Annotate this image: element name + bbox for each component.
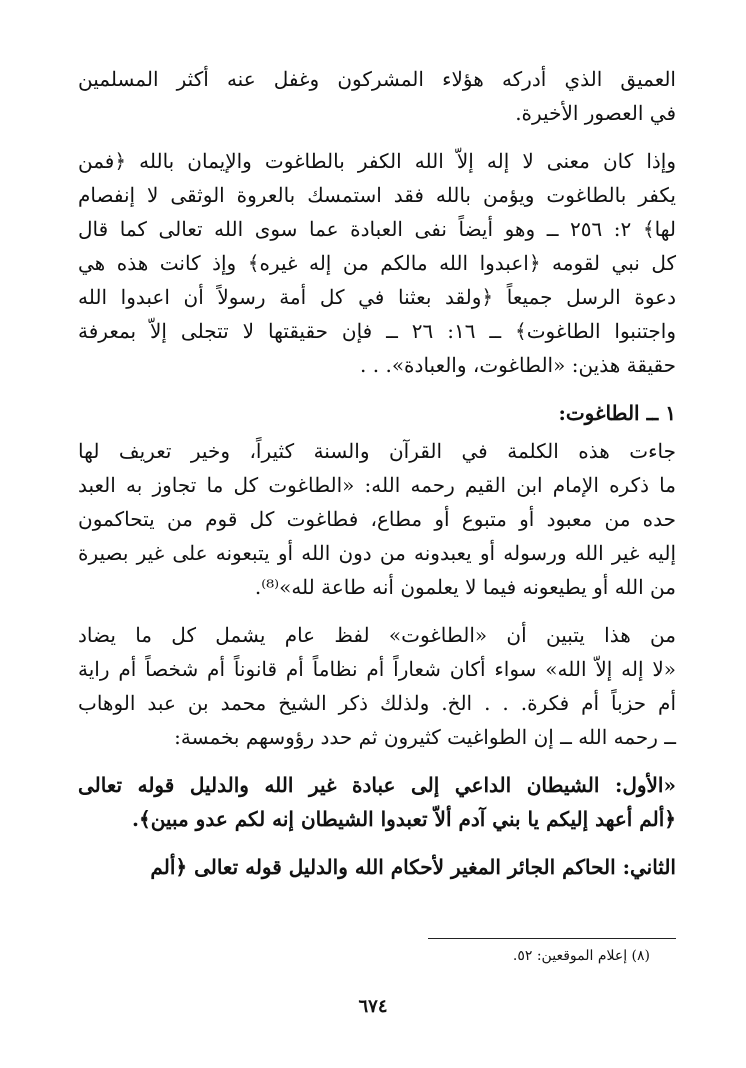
text-line: حده من معبود أو متبوع أو مطاع، فطاغوت كل قوم من يتحاكمون — [78, 507, 676, 531]
paragraph-2 — [78, 144, 676, 382]
text-line: ﴿ألم أعهد إليكم يا بني آدم ألاّ تعبدوا الشيطان إنه لكم عدو مبين﴾. — [132, 807, 676, 831]
paragraph-6 — [78, 850, 676, 884]
paragraph-1 — [78, 62, 676, 130]
text-line: الثاني: الحاكم الجائر المغير لأحكام الله والدليل قوله تعالى ﴿ألم — [150, 855, 676, 879]
footnote-divider — [428, 938, 676, 939]
section-heading — [78, 396, 676, 430]
text-line: العميق الذي أدركه هؤلاء المشركون وغفل عنه أكثر المسلمين — [78, 67, 676, 91]
text-line: أم حزباً أم فكرة. . . الخ. ولذلك ذكر الشيخ محمد بن عبد الوهاب — [78, 691, 676, 715]
text-line: «لا إله إلاّ الله» سواء أكان شعاراً أم نظاماً أم قانوناً أم شخصاً أم راية — [78, 657, 676, 681]
text-line: دعوة الرسل جميعاً ﴿ولقد بعثنا في كل أمة رسولاً أن اعبدوا الله — [78, 285, 676, 309]
text-line: واجتنبوا الطاغوت﴾ ــ ١٦: ٢٦ ــ فإن حقيقتها لا تتجلى إلاّ بمعرفة — [78, 319, 676, 343]
text-line: «الأول: الشيطان الداعي إلى عبادة غير الله والدليل قوله تعالى — [78, 773, 676, 797]
text-line: وإذا كان معنى لا إله إلاّ الله الكفر بالطاغوت والإيمان بالله ﴿فمن — [78, 149, 676, 173]
text-line: جاءت هذه الكلمة في القرآن والسنة كثيراً، وخير تعريف لها — [78, 439, 676, 463]
text-line: إليه غير الله ورسوله أو يعبدونه من دون الله أو يتبعونه على غير بصيرة — [78, 541, 676, 565]
footnote: (٨) إعلام الموقعين: ٥٢. — [512, 948, 650, 964]
text-line: من الله أو يطيعونه فيما لا يعلمون أنه طاعة لله»⁽⁸⁾. — [254, 575, 676, 599]
text-line: ــ رحمه الله ــ إن الطواغيت كثيرون ثم حدد رؤوسهم بخمسة: — [174, 725, 676, 749]
text-line: كل نبي لقومه ﴿اعبدوا الله مالكم من إله غيره﴾ وإذ كانت هذه هي — [78, 251, 676, 275]
text-line: لها﴾ ٢: ٢٥٦ ــ وهو أيضاً نفى العبادة عما سوى الله تعالى كما قال — [78, 217, 676, 241]
main-text — [78, 62, 676, 898]
text-line: في العصور الأخيرة. — [515, 101, 676, 125]
paragraph-3 — [78, 434, 676, 604]
page-number: ٦٧٤ — [358, 996, 388, 1017]
text-line: من هذا يتبين أن «الطاغوت» لفظ عام يشمل كل ما يضاد — [78, 623, 676, 647]
section-heading-text: ١ ــ الطاغوت: — [558, 401, 676, 425]
paragraph-4 — [78, 618, 676, 754]
text-line: ما ذكره الإمام ابن القيم رحمه الله: «الطاغوت كل ما تجاوز به العبد — [78, 473, 676, 497]
text-line: حقيقة هذين: «الطاغوت، والعبادة». . . — [360, 353, 676, 377]
text-line: يكفر بالطاغوت ويؤمن بالله فقد استمسك بالعروة الوثقى لا إنفصام — [78, 183, 676, 207]
paragraph-5 — [78, 768, 676, 836]
